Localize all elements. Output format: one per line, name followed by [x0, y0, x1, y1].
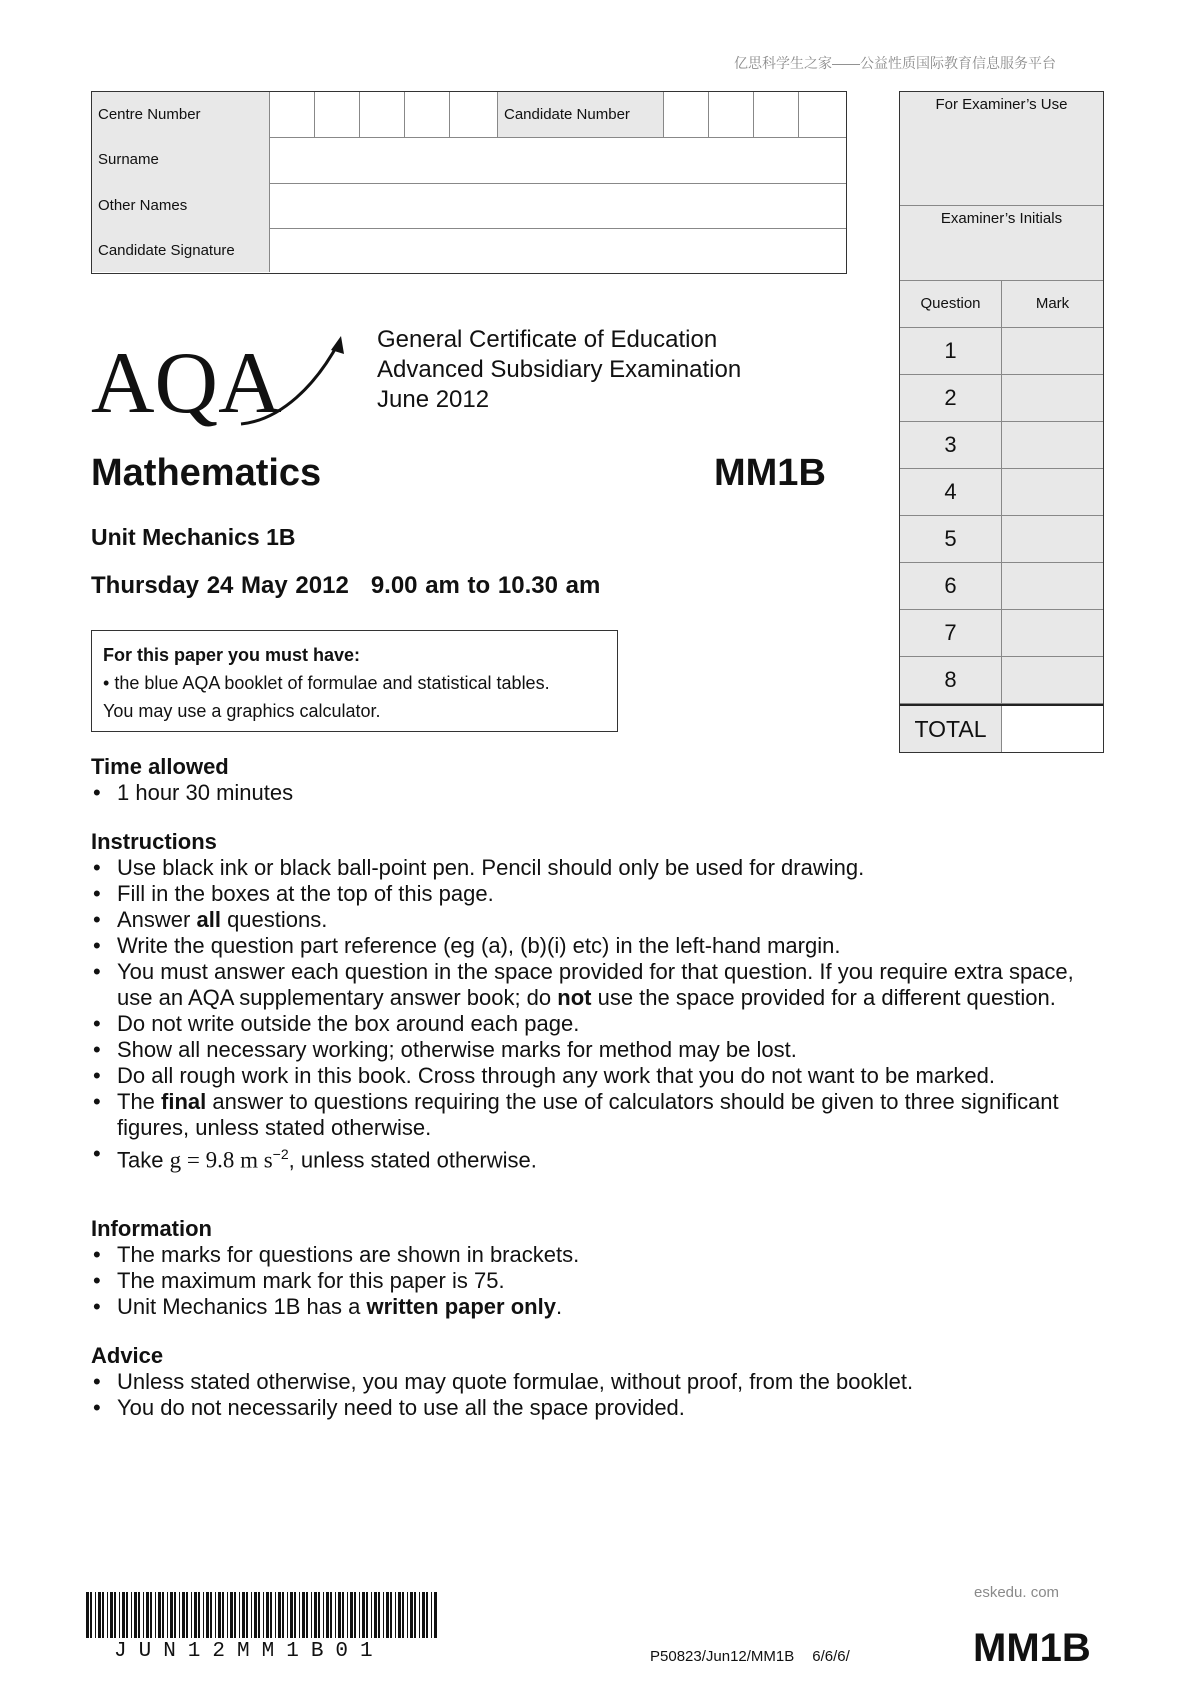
- candidate-number-digit[interactable]: [754, 92, 799, 137]
- barcode-bar: [254, 1592, 257, 1638]
- time-allowed-value: • 1 hour 30 minutes: [91, 780, 1111, 806]
- barcode-bar: [146, 1592, 149, 1638]
- barcode-bar: [354, 1592, 356, 1638]
- barcode-bar: [342, 1592, 344, 1638]
- information-heading: Information: [91, 1216, 212, 1241]
- barcode-bar: [258, 1592, 260, 1638]
- mark-cell[interactable]: [1002, 375, 1103, 421]
- question-number: 3: [900, 422, 1002, 468]
- barcode-bar: [306, 1592, 308, 1638]
- advice-section: [91, 1343, 1111, 1421]
- barcode-bar: [422, 1592, 425, 1638]
- version-number: 6/6/6/: [812, 1648, 850, 1665]
- barcode-bar: [311, 1592, 312, 1638]
- signature-row[interactable]: [92, 228, 846, 272]
- question-row: [900, 328, 1103, 375]
- question-number: 2: [900, 375, 1002, 421]
- instruction-item: • The final answer to questions requiring the use of calculators should be given to three significant figures, unless stated otherwise.: [91, 1089, 1111, 1141]
- barcode-bar: [299, 1592, 300, 1638]
- materials-item: • the blue AQA booklet of formulae and statistical tables.: [103, 673, 550, 693]
- footer-paper-code: MM1B: [973, 1626, 1091, 1670]
- barcode-bar: [134, 1592, 137, 1638]
- surname-row[interactable]: [92, 137, 846, 184]
- barcode-bar: [167, 1592, 168, 1638]
- aqa-logo-graphic: [91, 330, 351, 430]
- barcode-bar: [251, 1592, 252, 1638]
- for-examiners-use-label: For Examiner’s Use: [900, 92, 1103, 206]
- exam-title-line2: Advanced Subsidiary Examination: [377, 356, 742, 383]
- barcode-bar: [347, 1592, 348, 1638]
- mark-header: Mark: [1035, 295, 1070, 312]
- information-item: • The maximum mark for this paper is 75.: [91, 1268, 1111, 1294]
- barcode-bar: [282, 1592, 284, 1638]
- barcode-bar: [434, 1592, 437, 1638]
- barcode-text: JUN12MM1B01: [114, 1640, 385, 1663]
- materials-box: [91, 630, 618, 732]
- examiners-initials-label: Examiner’s Initials: [900, 206, 1103, 281]
- barcode-bar: [170, 1592, 173, 1638]
- unit-title: Unit Mechanics 1B: [91, 524, 296, 550]
- barcode-bar: [215, 1592, 216, 1638]
- candidate-details-box: [91, 91, 847, 274]
- barcode-bar: [362, 1592, 365, 1638]
- barcode-bar: [371, 1592, 372, 1638]
- barcode-bar: [234, 1592, 236, 1638]
- barcode-bar: [107, 1592, 108, 1638]
- barcode-bar: [239, 1592, 240, 1638]
- subject-title: Mathematics: [91, 452, 322, 494]
- barcode-bar: [338, 1592, 341, 1638]
- barcode-bar: [407, 1592, 408, 1638]
- question-number: 8: [900, 657, 1002, 703]
- mark-cell[interactable]: [1002, 610, 1103, 656]
- barcode-bar: [194, 1592, 197, 1638]
- barcode-bar: [366, 1592, 368, 1638]
- barcode-bar: [314, 1592, 317, 1638]
- question-row: [900, 422, 1103, 469]
- barcode-bar: [350, 1592, 353, 1638]
- barcode-bar: [90, 1592, 92, 1638]
- barcode-bar: [102, 1592, 104, 1638]
- aqa-logo-text: AQA: [91, 335, 282, 430]
- centre-number-digit[interactable]: [360, 92, 405, 137]
- barcode: [84, 1592, 444, 1643]
- barcode-bar: [119, 1592, 120, 1638]
- barcode-bar: [182, 1592, 185, 1638]
- mark-cell[interactable]: [1002, 657, 1103, 703]
- total-row: [900, 704, 1103, 752]
- barcode-bar: [174, 1592, 176, 1638]
- barcode-bar: [270, 1592, 272, 1638]
- barcode-bar: [386, 1592, 389, 1638]
- question-row: [900, 563, 1103, 610]
- gravity-exponent: −2: [272, 1146, 289, 1162]
- signature-label: Candidate Signature: [92, 228, 270, 272]
- paper-code: MM1B: [714, 452, 826, 494]
- barcode-bar: [426, 1592, 428, 1638]
- advice-item: • You do not necessarily need to use all the space provided.: [91, 1395, 1111, 1421]
- barcode-bar: [114, 1592, 116, 1638]
- barcode-bar: [242, 1592, 245, 1638]
- barcode-bar: [222, 1592, 224, 1638]
- mark-cell[interactable]: [1002, 516, 1103, 562]
- materials-note: You may use a graphics calculator.: [103, 701, 381, 721]
- examiner-box: [899, 91, 1104, 753]
- instruction-item: • Use black ink or black ball-point pen. Pencil should only be used for drawing.: [91, 855, 1111, 881]
- barcode-bar: [378, 1592, 380, 1638]
- instruction-item: • Answer all questions.: [91, 907, 1111, 933]
- instruction-item: • Do not write outside the box around each page.: [91, 1011, 1111, 1037]
- information-section: [91, 1216, 1111, 1320]
- question-row: [900, 610, 1103, 657]
- barcode-bar: [143, 1592, 144, 1638]
- barcode-bar: [86, 1592, 89, 1638]
- aqa-logo: [91, 330, 351, 435]
- surname-label: Surname: [92, 137, 270, 183]
- question-number: 7: [900, 610, 1002, 656]
- barcode-bar: [227, 1592, 228, 1638]
- mark-cell[interactable]: [1002, 563, 1103, 609]
- exam-title-line3: June 2012: [377, 386, 490, 413]
- barcode-bar: [246, 1592, 248, 1638]
- barcode-bar: [179, 1592, 180, 1638]
- barcode-bar: [131, 1592, 132, 1638]
- barcode-bar: [359, 1592, 360, 1638]
- barcode-bar: [383, 1592, 384, 1638]
- instructions-section: [91, 829, 1111, 1173]
- barcode-bar: [155, 1592, 156, 1638]
- total-mark-cell[interactable]: [1002, 706, 1103, 752]
- centre-number-digit[interactable]: [315, 92, 360, 137]
- other-names-row[interactable]: [92, 183, 846, 229]
- barcode-bar: [335, 1592, 336, 1638]
- barcode-bar: [263, 1592, 264, 1638]
- information-item: • Unit Mechanics 1B has a written paper only.: [91, 1294, 1111, 1320]
- other-names-label: Other Names: [92, 183, 270, 228]
- barcode-bar: [419, 1592, 420, 1638]
- barcode-bar: [410, 1592, 413, 1638]
- barcode-bar: [323, 1592, 324, 1638]
- barcode-bar: [390, 1592, 392, 1638]
- exam-datetime: [91, 572, 600, 600]
- information-item: • The marks for questions are shown in brackets.: [91, 1242, 1111, 1268]
- paper-reference: [650, 1648, 850, 1665]
- instruction-item: • Take g = 9.8 m $s^{-2}$, unless stated otherwise.: [91, 1141, 1111, 1173]
- instruction-item: • Do all rough work in this book. Cross through any work that you do not want to be marked.: [91, 1063, 1111, 1089]
- instruction-item: • Write the question part reference (eg (a), (b)(i) etc) in the left-hand margin.: [91, 933, 1111, 959]
- barcode-bar: [198, 1592, 200, 1638]
- barcode-bar: [278, 1592, 281, 1638]
- barcode-bar: [294, 1592, 296, 1638]
- instructions-heading: Instructions: [91, 829, 217, 854]
- question-row: [900, 375, 1103, 422]
- barcode-bar: [158, 1592, 161, 1638]
- advice-item: • Unless stated otherwise, you may quote formulae, without proof, from the booklet.: [91, 1369, 1111, 1395]
- barcode-bar: [150, 1592, 152, 1638]
- centre-candidate-row: [92, 92, 846, 138]
- materials-title: For this paper you must have:: [103, 645, 361, 665]
- barcode-bar: [266, 1592, 269, 1638]
- question-header-row: [900, 281, 1103, 328]
- candidate-number-label: Candidate Number: [498, 92, 664, 137]
- question-number: 5: [900, 516, 1002, 562]
- mark-cell[interactable]: [1002, 469, 1103, 515]
- question-row: [900, 469, 1103, 516]
- watermark-bottom: eskedu. com: [974, 1584, 1060, 1601]
- barcode-bar: [230, 1592, 233, 1638]
- instruction-item: • You must answer each question in the space provided for that question. If you require extra space, use an AQA supplementary answer book; do not use the space provided for a different question.: [91, 959, 1111, 1011]
- candidate-number-digit[interactable]: [664, 92, 709, 137]
- exam-title-line1: General Certificate of Education: [377, 326, 718, 353]
- barcode-bar: [287, 1592, 288, 1638]
- time-allowed-heading: Time allowed: [91, 754, 229, 779]
- question-number: 4: [900, 469, 1002, 515]
- gravity-formula: g = 9.8 m s: [169, 1147, 273, 1173]
- barcode-bar: [203, 1592, 204, 1638]
- exam-time: 9.00 am to 10.30 am: [370, 572, 601, 599]
- mark-cell[interactable]: [1002, 328, 1103, 374]
- barcode-bar: [95, 1592, 96, 1638]
- barcode-bar: [302, 1592, 305, 1638]
- barcode-bar: [126, 1592, 128, 1638]
- centre-number-digit[interactable]: [450, 92, 498, 137]
- barcode-bar: [395, 1592, 396, 1638]
- barcode-bar: [318, 1592, 320, 1638]
- question-row: [900, 516, 1103, 563]
- total-label: TOTAL: [900, 706, 1002, 752]
- question-row: [900, 657, 1103, 704]
- instruction-item: • Show all necessary working; otherwise marks for method may be lost.: [91, 1037, 1111, 1063]
- mark-cell[interactable]: [1002, 422, 1103, 468]
- barcode-bar: [110, 1592, 113, 1638]
- watermark-top: 亿思科学生之家——公益性质国际教育信息服务平台: [734, 55, 1056, 71]
- centre-number-digit[interactable]: [405, 92, 450, 137]
- barcode-bar: [206, 1592, 209, 1638]
- barcode-bar: [210, 1592, 212, 1638]
- time-allowed-section: [91, 754, 1111, 806]
- barcode-bar: [414, 1592, 416, 1638]
- question-number: 6: [900, 563, 1002, 609]
- candidate-number-digit[interactable]: [709, 92, 754, 137]
- barcode-bar: [138, 1592, 140, 1638]
- barcode-bar: [330, 1592, 332, 1638]
- barcode-bar: [374, 1592, 377, 1638]
- advice-heading: Advice: [91, 1343, 164, 1368]
- barcode-bar: [122, 1592, 125, 1638]
- centre-number-digit[interactable]: [270, 92, 315, 137]
- barcode-bar: [326, 1592, 329, 1638]
- barcode-bar: [398, 1592, 401, 1638]
- exam-title: [377, 325, 741, 415]
- exam-date: Thursday 24 May 2012: [91, 572, 349, 599]
- barcode-bar: [162, 1592, 164, 1638]
- barcode-bar: [186, 1592, 188, 1638]
- barcode-graphic: [84, 1592, 444, 1638]
- candidate-number-digit[interactable]: [799, 92, 844, 137]
- barcode-bar: [402, 1592, 404, 1638]
- centre-number-label: Centre Number: [92, 92, 270, 137]
- barcode-bar: [98, 1592, 101, 1638]
- reference-number: P50823/Jun12/MM1B: [650, 1648, 795, 1665]
- instruction-item: • Fill in the boxes at the top of this page.: [91, 881, 1111, 907]
- barcode-bar: [191, 1592, 192, 1638]
- barcode-bar: [290, 1592, 293, 1638]
- barcode-bar: [431, 1592, 432, 1638]
- barcode-bar: [275, 1592, 276, 1638]
- barcode-bar: [218, 1592, 221, 1638]
- question-header: Question: [900, 281, 1002, 327]
- question-number: 1: [900, 328, 1002, 374]
